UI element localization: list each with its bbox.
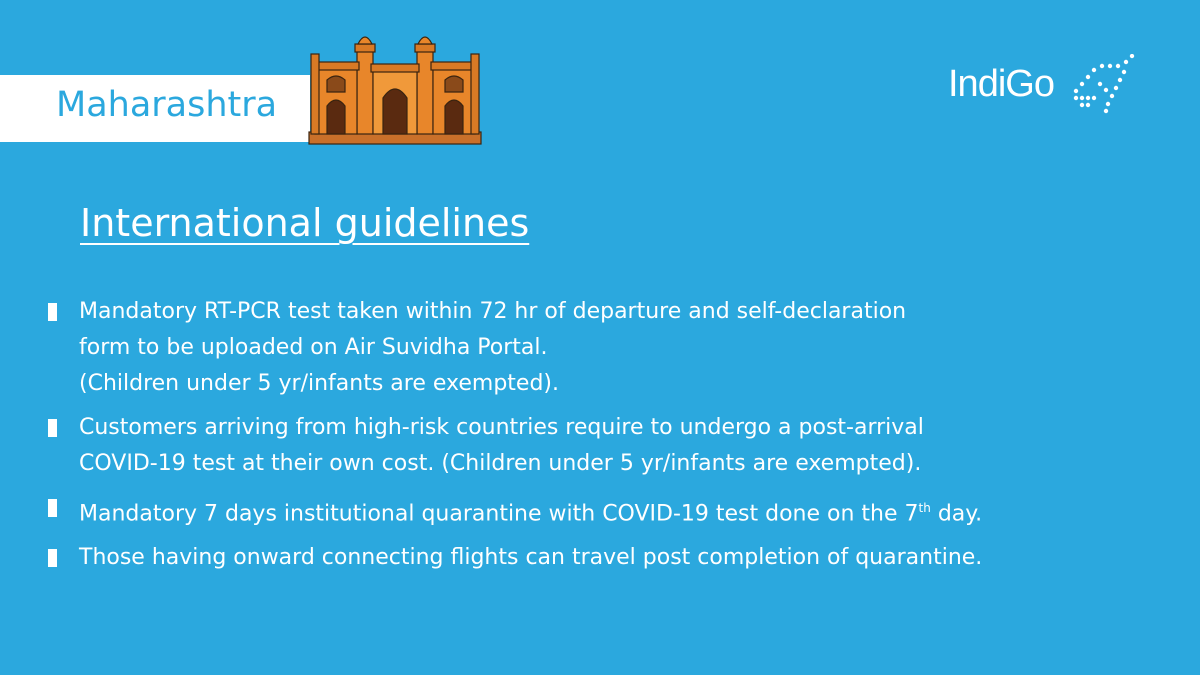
bullet-marker bbox=[48, 419, 57, 437]
ordinal-suffix: th bbox=[918, 501, 931, 515]
brand-name: IndiGo bbox=[948, 62, 1054, 105]
guideline-text: Mandatory 7 days institutional quarantine with COVID-19 test done on the 7 bbox=[79, 501, 919, 527]
list-item bbox=[48, 540, 1168, 576]
guideline-line: (Children under 5 yr/infants are exempted). bbox=[79, 371, 560, 396]
page-title: International guidelines bbox=[80, 201, 530, 245]
gateway-of-india-icon bbox=[305, 32, 485, 147]
bullet-marker bbox=[48, 499, 57, 517]
guideline-line: Customers arriving from high-risk countries require to undergo a post-arrival bbox=[79, 415, 924, 440]
list-item bbox=[48, 294, 1168, 402]
plane-dots-icon bbox=[1068, 54, 1138, 114]
guideline-line: form to be uploaded on Air Suvidha Portal. bbox=[79, 335, 548, 360]
guideline-line: COVID-19 test at their own cost. (Children under 5 yr/infants are exempted). bbox=[79, 451, 922, 476]
guidelines-list bbox=[48, 294, 1168, 584]
bullet-marker bbox=[48, 303, 57, 321]
guideline-text-end: day. bbox=[930, 501, 983, 527]
guideline-line bbox=[79, 490, 1168, 532]
brand-logo bbox=[948, 54, 1138, 114]
bullet-marker bbox=[48, 549, 57, 567]
guideline-line: Mandatory RT-PCR test taken within 72 hr of departure and self-declaration bbox=[79, 299, 907, 324]
list-item bbox=[48, 410, 1168, 482]
guideline-line: Those having onward connecting flights can travel post completion of quarantine. bbox=[79, 545, 983, 571]
state-name: Maharashtra bbox=[56, 85, 278, 125]
list-item bbox=[48, 490, 1168, 532]
